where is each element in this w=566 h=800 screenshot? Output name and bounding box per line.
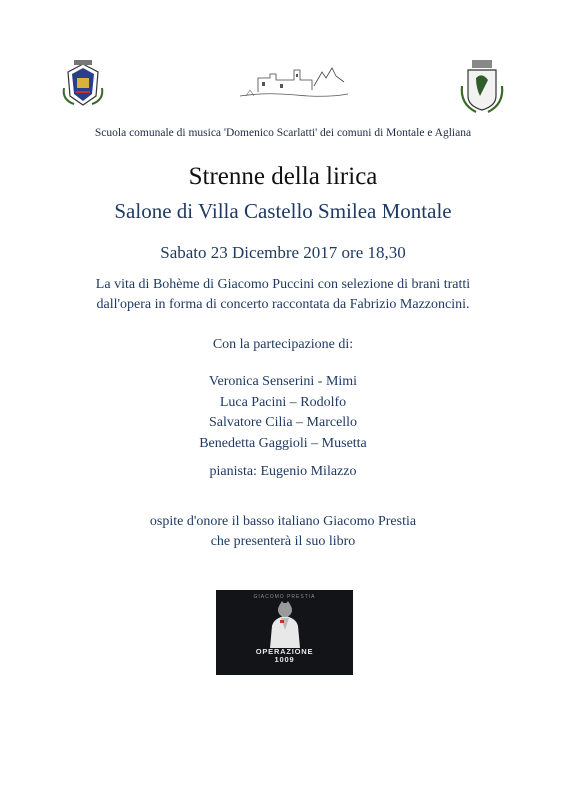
castle-sketch-icon — [236, 62, 352, 102]
event-venue: Salone di Villa Castello Smilea Montale — [114, 199, 452, 223]
cast-member: Salvatore Cilia – Marcello — [208, 415, 358, 430]
event-description — [0, 275, 566, 315]
cast-member: Benedetta Gaggioli – Musetta — [199, 435, 367, 451]
agliana-coat-of-arms-icon — [458, 58, 506, 114]
book-cover-image — [216, 590, 353, 675]
event-title: Strenne della lirica — [188, 163, 378, 190]
participation-heading: Con la partecipazione di: — [212, 337, 354, 352]
montale-coat-of-arms-icon — [60, 58, 106, 108]
cast-member: Veronica Senserini - Mimi — [208, 374, 358, 389]
description-line-2: dall'opera in forma di concerto raccontata da Fabrizio Mazzoncini. — [96, 297, 470, 312]
book-title — [216, 648, 353, 664]
book-author: GIACOMO PRESTIA — [253, 594, 316, 600]
guest-of-honor — [0, 512, 566, 552]
tuxedo-figure-icon — [266, 600, 304, 648]
guest-line-1: ospite d'onore il basso italiano Giacomo Prestia — [149, 514, 417, 529]
book-title-line-1: OPERAZIONE — [255, 647, 314, 656]
cast-list — [0, 372, 566, 454]
description-line-1: La vita di Bohème di Giacomo Puccini con selezione di brani tratti — [95, 277, 471, 292]
cast-member: Luca Pacini – Rodolfo — [219, 394, 347, 410]
book-title-line-2: 1009 — [274, 655, 295, 664]
organization-line: Scuola comunale di musica 'Domenico Scarlatti' dei comuni di Montale e Agliana — [94, 127, 472, 139]
guest-line-2: che presenterà il suo libro — [210, 534, 356, 549]
event-datetime: Sabato 23 Dicembre 2017 ore 18,30 — [160, 243, 406, 262]
pianist-line: pianista: Eugenio Milazzo — [209, 464, 357, 479]
